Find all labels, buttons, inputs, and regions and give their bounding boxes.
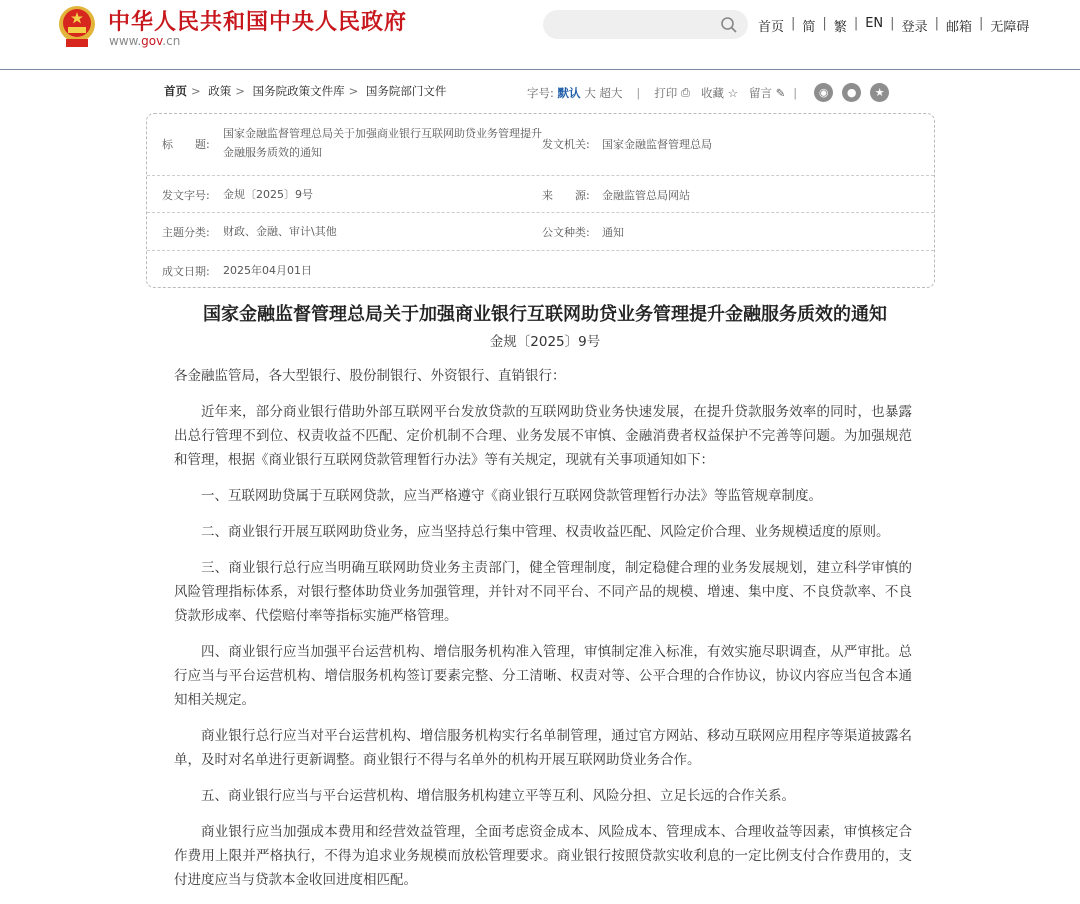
issuer-label: 发文机关: bbox=[542, 138, 590, 151]
nav-accessibility[interactable]: 无障碍 bbox=[990, 20, 1030, 35]
font-default-button[interactable]: 默认 bbox=[557, 85, 581, 100]
breadcrumb-sep: > bbox=[348, 84, 359, 98]
font-large-button[interactable]: 大 bbox=[584, 85, 596, 100]
source-value: 金融监管总局网站 bbox=[602, 189, 690, 202]
article-tools bbox=[527, 83, 889, 102]
site-title[interactable]: 中华人民共和国中央人民政府 bbox=[108, 10, 408, 35]
paragraph: 二、商业银行开展互联网助贷业务，应当坚持总行集中管理、权责收益匹配、风险定价合理、业务规模适度的原则。 bbox=[201, 524, 890, 540]
paragraph: 商业银行应当加强成本费用和经营效益管理，全面考虑资金成本、风险成本、管理成本、合理收益等因素，审慎核定合作费用上限并严格执行，不得为追求业务规模而放松管理要求。商业银行按照贷款实收利息的一定比例支付合作费用的，支付进度应当与贷款本金收回进度相匹配。 bbox=[174, 824, 912, 888]
info-row bbox=[147, 176, 934, 213]
top-nav bbox=[758, 16, 1029, 35]
nav-sep: | bbox=[890, 16, 895, 31]
weibo-share-icon[interactable]: ◉ bbox=[814, 83, 833, 102]
font-xlarge-button[interactable]: 超大 bbox=[599, 85, 623, 100]
article-title: 国家金融监督管理总局关于加强商业银行互联网助贷业务管理提升金融服务质效的通知 bbox=[203, 304, 887, 325]
document-info-table bbox=[146, 113, 935, 288]
divider: | bbox=[793, 85, 798, 100]
url-prefix: www. bbox=[109, 34, 142, 48]
article-doc-number: 金规〔2025〕9号 bbox=[489, 334, 601, 350]
nav-sep: | bbox=[822, 16, 827, 31]
print-button[interactable]: 打印 bbox=[654, 85, 678, 100]
topic-value: 财政、金融、审计\其他 bbox=[223, 225, 337, 238]
title-label: 标 题: bbox=[162, 138, 210, 151]
paragraph: 三、商业银行总行应当明确互联网助贷业务主责部门，健全管理制度，制定稳健合理的业务发展规划，建立科学审慎的风险管理指标体系，对银行整体助贷业务加强管理，并针对不同平台、不同产品的规模、增速、集中度、不良贷款率、不良贷款形成率、代偿赔付率等指标实施严格管理。 bbox=[174, 560, 912, 624]
font-size-label: 字号: bbox=[527, 85, 554, 100]
info-row bbox=[147, 114, 934, 176]
favorite-button[interactable]: 收藏 bbox=[701, 85, 725, 100]
info-row bbox=[147, 251, 934, 288]
nav-home[interactable]: 首页 bbox=[758, 20, 785, 35]
source-label: 来 源: bbox=[542, 189, 590, 202]
nav-sep: | bbox=[978, 16, 984, 31]
paragraph: 近年来，部分商业银行借助外部互联网平台发放贷款的互联网助贷业务快速发展，在提升贷款服务效率的同时，也暴露出总行管理不到位、权责收益不匹配、定价机制不合理、业务发展不审慎、金融消费者权益保护不完善等问题。为加强规范和管理，根据《商业银行互联网贷款管理暂行办法》等有关规定，现就有关事项通知如下： bbox=[174, 404, 912, 468]
nav-traditional[interactable]: 繁 bbox=[833, 20, 847, 35]
search-input[interactable] bbox=[543, 10, 748, 39]
topic-label: 主题分类: bbox=[162, 226, 210, 239]
docno-value: 金规〔2025〕9号 bbox=[223, 188, 313, 201]
url-suffix: .cn bbox=[162, 34, 181, 48]
nav-simplified[interactable]: 简 bbox=[802, 20, 816, 35]
issuer-value: 国家金融监督管理总局 bbox=[602, 138, 712, 151]
paragraph: 商业银行总行应当对平台运营机构、增信服务机构实行名单制管理，通过官方网站、移动互联网应用程序等渠道披露名单，及时对名单进行更新调整。商业银行不得与名单外的机构开展互联网助贷业务合作。 bbox=[174, 728, 912, 768]
divider: | bbox=[636, 85, 641, 100]
printer-icon[interactable]: ⎙ bbox=[680, 85, 691, 99]
site-url[interactable] bbox=[109, 34, 180, 48]
date-value: 2025年04月01日 bbox=[223, 264, 312, 277]
breadcrumb-home[interactable]: 首页 bbox=[164, 84, 187, 98]
nav-sep: | bbox=[791, 16, 796, 31]
docno-label: 发文字号: bbox=[162, 189, 210, 202]
national-emblem-icon[interactable] bbox=[57, 5, 97, 48]
favorite-share-icon[interactable]: ★ bbox=[870, 83, 889, 102]
nav-login[interactable]: 登录 bbox=[901, 20, 928, 35]
nav-english[interactable]: EN bbox=[865, 16, 884, 31]
paragraph: 五、商业银行应当与平台运营机构、增信服务机构建立平等互利、风险分担、立足长远的合作关系。 bbox=[201, 788, 795, 804]
comment-button[interactable]: 留言 bbox=[748, 85, 772, 100]
breadcrumb-policy[interactable]: 政策 bbox=[208, 84, 232, 98]
doctype-value: 通知 bbox=[602, 226, 624, 239]
breadcrumb-library[interactable]: 国务院政策文件库 bbox=[252, 84, 345, 98]
date-label: 成文日期: bbox=[162, 265, 210, 278]
salutation: 各金融监管局，各大型银行、股份制银行、外资银行、直销银行： bbox=[174, 368, 566, 384]
breadcrumb bbox=[164, 83, 446, 99]
breadcrumb-dept-files[interactable]: 国务院部门文件 bbox=[365, 84, 447, 98]
article-body bbox=[174, 364, 912, 904]
site-header bbox=[0, 0, 1080, 70]
url-mid: gov bbox=[141, 34, 163, 48]
doctype-label: 公文种类: bbox=[542, 226, 590, 239]
title-value: 国家金融监督管理总局关于加强商业银行互联网助贷业务管理提升金融服务质效的通知 bbox=[223, 127, 542, 159]
star-icon[interactable]: ☆ bbox=[727, 85, 739, 100]
paragraph: 一、互联网助贷属于互联网贷款，应当严格遵守《商业银行互联网贷款管理暂行办法》等监管规章制度。 bbox=[201, 488, 822, 504]
breadcrumb-sep: > bbox=[191, 84, 201, 98]
search-icon[interactable] bbox=[720, 16, 738, 34]
paragraph: 四、商业银行应当加强平台运营机构、增信服务机构准入管理，审慎制定准入标准，有效实施尽职调查，从严审批。总行应当与平台运营机构、增信服务机构签订要素完整、分工清晰、权责对等、公平合理的合作协议，协议内容应当包含本通知相关规定。 bbox=[174, 644, 912, 708]
breadcrumb-sep: > bbox=[235, 84, 245, 98]
nav-sep: | bbox=[853, 16, 859, 31]
wechat-share-icon[interactable]: ● bbox=[842, 83, 861, 102]
pencil-icon[interactable]: ✎ bbox=[775, 85, 786, 100]
info-row bbox=[147, 213, 934, 251]
nav-mail[interactable]: 邮箱 bbox=[945, 20, 972, 35]
nav-sep: | bbox=[934, 16, 939, 31]
